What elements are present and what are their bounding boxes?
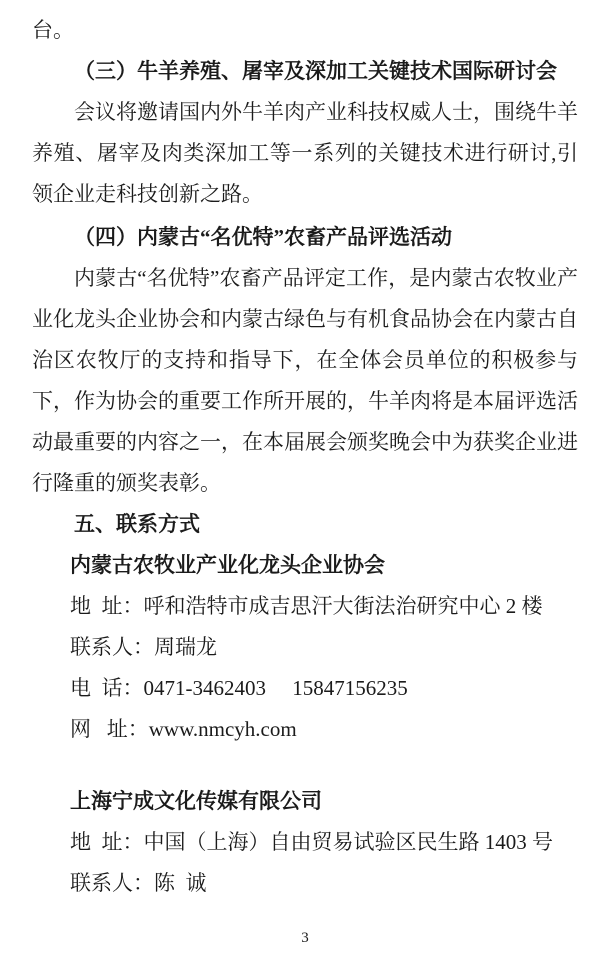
org1-website-line: 网 址：www.nmcyh.com: [70, 717, 297, 741]
org2-address-line: 地 址：中国（上海）自由贸易试验区民生路 1403 号: [70, 830, 553, 854]
org1-name: 内蒙古农牧业产业化龙头企业协会: [70, 553, 385, 577]
section3-paragraph: 会议将邀请国内外牛羊肉产业科技权威人士，围绕牛羊养殖、屠宰及肉类深加工等一系列的关键技术进行研讨,引领企业走科技创新之路。: [32, 100, 578, 206]
org2-name: 上海宁成文化传媒有限公司: [70, 789, 322, 813]
section3-heading: （三）牛羊养殖、屠宰及深加工关键技术国际研讨会: [74, 59, 557, 83]
org1-phone-line: 电 话：0471-3462403 15847156235: [70, 676, 408, 700]
contact-section-heading: 五、联系方式: [74, 512, 200, 536]
section4-heading: （四）内蒙古“名优特”农畜产品评选活动: [74, 225, 452, 249]
org2-contact-block: [70, 781, 578, 904]
page-number: 3: [301, 930, 309, 946]
org2-contact-person-line: 联系人：陈 诚: [70, 871, 207, 895]
org1-contact-person-line: 联系人：周瑞龙: [70, 635, 217, 659]
paragraph-overflow-text: 台。: [32, 18, 74, 42]
section4-paragraph: 内蒙古“名优特”农畜产品评定工作，是内蒙古农牧业产业化龙头企业协会和内蒙古绿色与有机食品协会在内蒙古自治区农牧厅的支持和指导下，在全体会员单位的积极参与下，作为协会的重要工作所开展的，牛羊肉将是本届评选活动最重要的内容之一，在本届展会颁奖晚会中为获奖企业进行隆重的颁奖表彰。: [32, 266, 578, 495]
org1-contact-block: [70, 545, 578, 750]
org1-address-line: 地 址：呼和浩特市成吉思汗大街法治研究中心 2 楼: [70, 594, 543, 618]
